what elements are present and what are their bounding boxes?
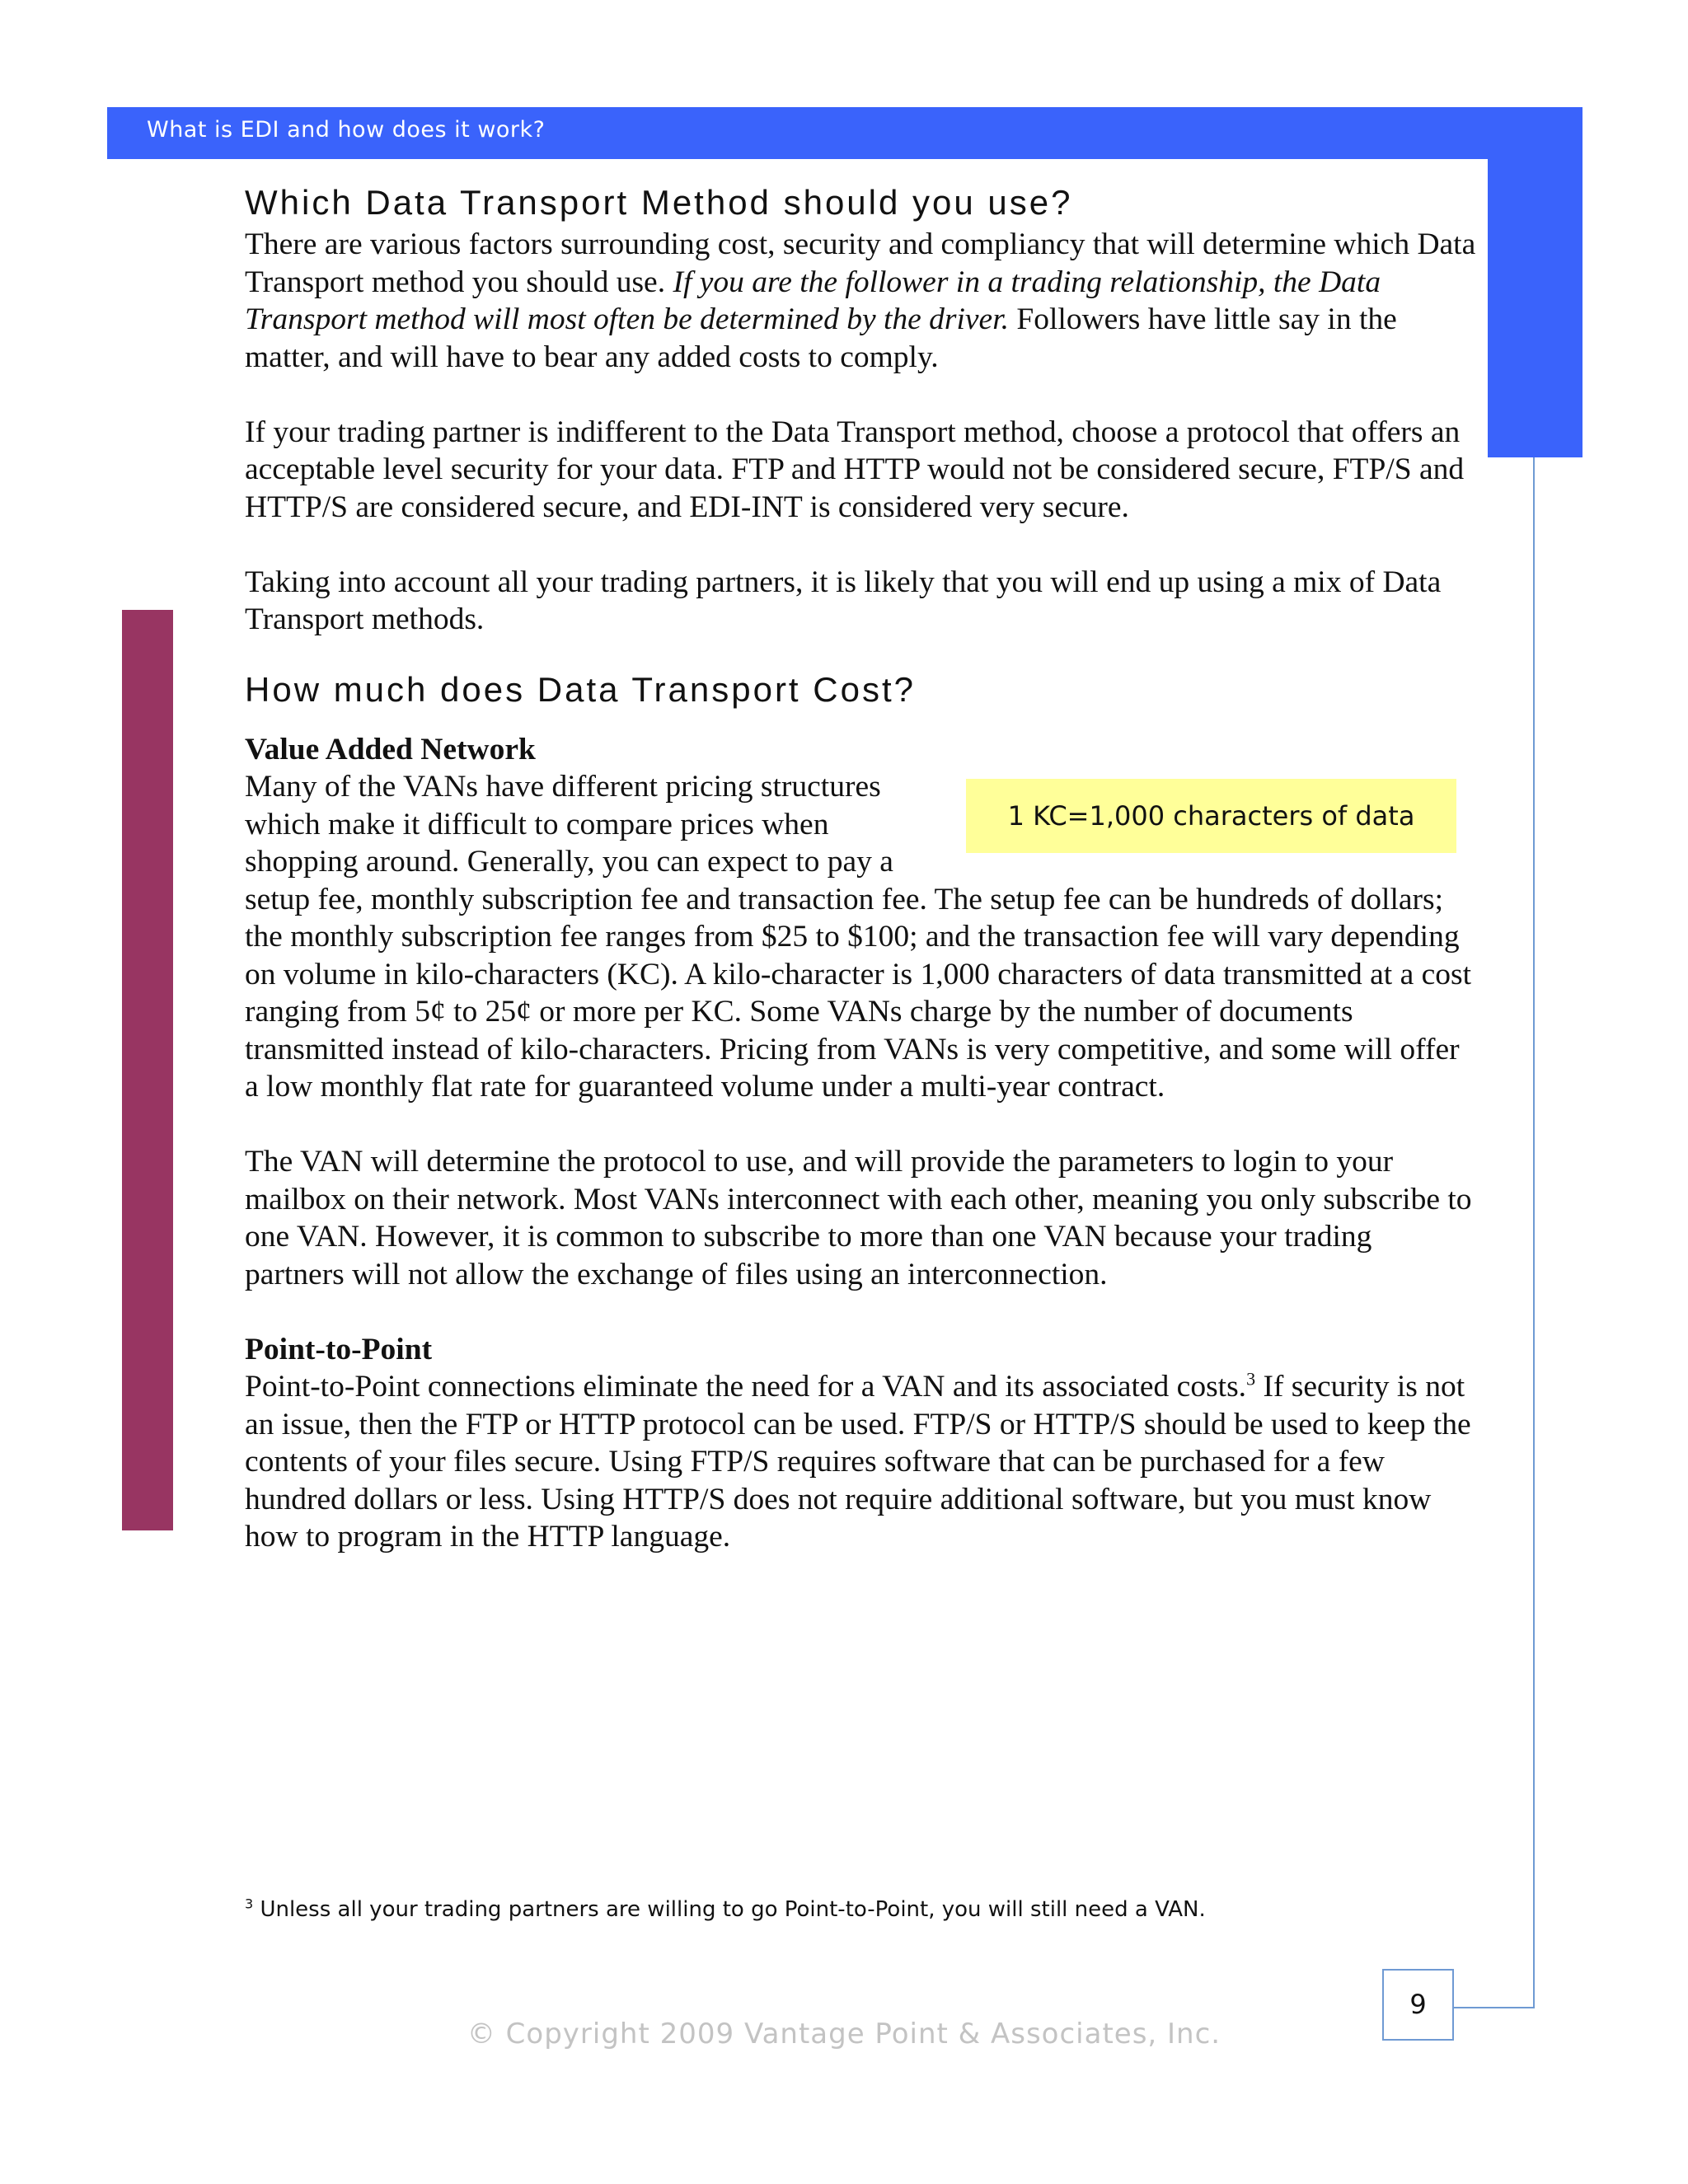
page-border-rule-horizontal [1452, 2007, 1535, 2008]
paragraph-method-intro-italic: If you are the follower in a trading relationship, the Data Transport method will most often be determined by the driver. [245, 265, 1381, 336]
paragraph-method-intro-end: Followers have little say in the matter, and will have to bear any added costs to comply. [245, 302, 1397, 374]
subheading-value-added-network: Value Added Network [245, 732, 536, 766]
footnote-reference[interactable]: 3 [1246, 1368, 1256, 1390]
paragraph-van-protocol: The VAN will determine the protocol to use, and will provide the parameters to login to your mailbox on their network. Most VANs interconnect with each other, meaning you only subscribe to one VAN. However, it is common to subscribe to more than one VAN because your trading partners will not allow the exchange of files using an interconnection. [245, 1145, 1472, 1291]
heading-transport-method: Which Data Transport Method should you use? [245, 183, 1073, 222]
corner-decoration-block [1488, 107, 1582, 457]
paragraph-point-to-point-start: Point-to-Point connections eliminate the need for a VAN and its associated costs. [245, 1370, 1247, 1404]
subheading-point-to-point: Point-to-Point [245, 1332, 433, 1366]
paragraph-van-pricing: Many of the VANs have different pricing structures which make it difficult to compare prices when shopping around. Generally, you can expect to pay a setup fee, monthly subscription fee and transaction fee. The setup fee can be hundreds of dollars; the monthly subscription fee ranges from $25 to $100; and the transaction fee will vary depending on volume in kilo-characters (KC). A kilo-character is 1,000 characters of data transmitted at a cost ranging from 5¢ to 25¢ or more per KC. Some VANs charge by the number of documents transmitted instead of kilo-characters. Pricing from VANs is very competitive, and some will offer a low monthly flat rate for guaranteed volume under a multi-year contract. [245, 770, 1472, 1104]
paragraph-method-intro-start: There are various factors surrounding cost, security and compliancy that will determine which Data Transport method you should use. [245, 227, 1476, 299]
page-content [245, 180, 1477, 1556]
page-border-rule-vertical [1533, 457, 1535, 2008]
callout-box-kc-definition: 1 KC=1,000 characters of data [966, 779, 1456, 853]
paragraph-point-to-point-end: If security is not an issue, then the FTP or HTTP protocol can be used. FTP/S or HTTP/S should be used to keep the contents of your files secure. Using FTP/S requires software that can be purchased for a few hundred dollars or less. Using HTTP/S does not require additional software, but you must know how to program in the HTTP language. [245, 1370, 1471, 1554]
header-title: What is EDI and how does it work? [147, 117, 546, 143]
paragraph-method-mix: Taking into account all your trading partners, it is likely that you will end up using a mix of Data Transport methods. [245, 565, 1442, 636]
side-accent-bar [122, 610, 173, 1530]
page-number: 9 [1382, 1969, 1454, 2041]
heading-transport-cost: How much does Data Transport Cost? [245, 669, 916, 709]
copyright-notice: © Copyright 2009 Vantage Point & Associates, Inc. [467, 2018, 1221, 2050]
header-band [107, 107, 1582, 159]
footnote [245, 1897, 1206, 1922]
paragraph-point-to-point [245, 1368, 1477, 1556]
paragraph-method-security: If your trading partner is indifferent to the Data Transport method, choose a protocol that offers an acceptable level security for your data. FTP and HTTP would not be considered secure, FTP/S and HTTP/S are considered secure, and EDI-INT is considered very secure. [245, 415, 1465, 524]
footnote-number: 3 [245, 1896, 254, 1912]
footnote-text: Unless all your trading partners are willing to go Point-to-Point, you will still need a VAN. [260, 1897, 1206, 1922]
paragraph-method-intro [245, 226, 1477, 376]
